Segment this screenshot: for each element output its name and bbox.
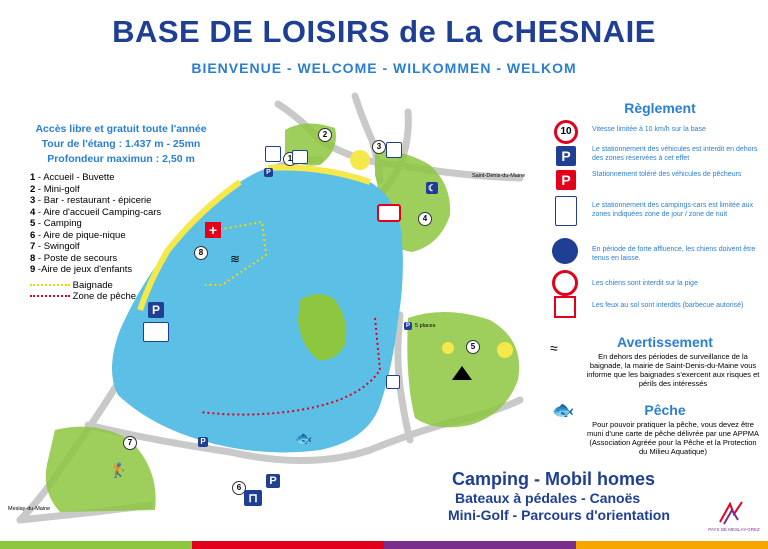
first-aid-icon: + bbox=[205, 222, 221, 238]
camping-car-icon bbox=[555, 196, 577, 226]
parking-fishers-icon: P bbox=[556, 170, 576, 190]
picnic-table-icon: ⊓ bbox=[244, 490, 262, 506]
legend-item: 6 - Aire de pique-nique bbox=[30, 229, 126, 241]
stripe-orange bbox=[576, 541, 768, 549]
road-label-st-denis: Saint-Denis-du-Maine bbox=[472, 173, 526, 179]
swimmer-icon: ≈ bbox=[550, 340, 558, 356]
marker-7: 7 bbox=[123, 436, 137, 450]
legend-item: 3 - Bar - restaurant - épicerie bbox=[30, 195, 152, 206]
activities-line1: Camping - Mobil homes bbox=[452, 469, 656, 489]
camping-car-icon bbox=[143, 322, 169, 342]
marker-5: 5 bbox=[466, 340, 480, 354]
parking-south-icon: P bbox=[198, 437, 208, 447]
stripe-green bbox=[0, 541, 192, 549]
peche-text: Pour pouvoir pratiquer la pêche, vous devez être muni d'une carte de pêche délivrée par une APPMA (Association Agréée pour la Pêche et la Protection du Milieu Aquatique) bbox=[587, 420, 759, 456]
activities-line3: Mini-Golf - Parcours d'orientation bbox=[448, 507, 670, 523]
dog-leash-icon bbox=[552, 238, 578, 264]
no-dogs-beach-icon bbox=[552, 270, 578, 296]
rule-dogs-leash: En période de forte affluence, les chiens doivent être tenus en laisse. bbox=[592, 246, 756, 262]
legend-item: 8 - Poste de secours bbox=[30, 252, 118, 264]
page-title: BASE DE LOISIRS de La CHESNAIE bbox=[112, 14, 656, 49]
parking-small-icon: P bbox=[264, 168, 273, 177]
page-subtitle: BIENVENUE - WELCOME - WILKOMMEN - WELKOM bbox=[191, 60, 577, 76]
stripe-red bbox=[192, 541, 384, 549]
marker-6: 6 bbox=[232, 481, 246, 495]
avertissement-text: En dehors des périodes de surveillance de la baignade, la mairie de Saint-Denis-du-Maine vous informe que les baignades s'exercent aux risques et périls des intéressés bbox=[586, 352, 760, 388]
rule-no-dogs: Les chiens sont interdit sur la pige bbox=[592, 280, 698, 287]
fish-icon: 🐟 bbox=[295, 430, 313, 446]
parking-5-icon: P bbox=[405, 323, 410, 329]
legend-item: 2 - Mini-golf bbox=[30, 183, 80, 195]
reglement-heading: Règlement bbox=[624, 100, 696, 116]
toilets-camping-icon bbox=[386, 375, 400, 389]
stripe-purple bbox=[384, 541, 576, 549]
swimmer-icon: ≋ bbox=[230, 252, 241, 266]
info-access: Accès libre et gratuit toute l'année bbox=[35, 123, 207, 135]
avertissement-heading: Avertissement bbox=[617, 334, 713, 350]
legend-item: 4 - Aire d'accueil Camping-cars bbox=[30, 206, 162, 218]
parking-icon: P bbox=[556, 146, 576, 166]
marker-4: 4 bbox=[418, 212, 432, 226]
marker-8: 8 bbox=[194, 246, 208, 260]
legend-item: 7 - Swingolf bbox=[30, 241, 80, 252]
activities-line2: Bateaux à pédales - Canoës bbox=[455, 490, 641, 506]
legend-peche: Zone de pêche bbox=[30, 291, 190, 303]
fishers-parking-icon bbox=[377, 204, 401, 222]
golfer-icon: 🏌 bbox=[110, 462, 128, 478]
logo-text: PAYS DE MESLAY-GREZ bbox=[708, 527, 760, 532]
marker-2: 2 bbox=[318, 128, 332, 142]
rule-parking: Le stationnement des véhicules est interdit en dehors des zones réservées à cet effet bbox=[592, 146, 758, 162]
legend-item: 1 - Accueil - Buvette bbox=[30, 172, 115, 183]
speed-limit-icon: 10 bbox=[554, 120, 578, 144]
no-fire-icon bbox=[554, 296, 576, 318]
camping-car-day-icon: ☾ bbox=[427, 183, 437, 193]
peche-heading: Pêche bbox=[644, 402, 686, 418]
legend bbox=[30, 172, 190, 303]
rule-fishers: Stationnement toléré des véhicules de pêcheurs bbox=[592, 171, 742, 178]
legend-item: 9 -Aire de jeux d'enfants bbox=[30, 264, 133, 275]
logo-mark bbox=[716, 500, 746, 526]
road-label-meslay: Meslay-du-Maine bbox=[8, 506, 51, 512]
toilets-icon bbox=[265, 146, 281, 162]
marker-1: 1 bbox=[283, 152, 297, 166]
rule-speed: Vitesse limitée à 10 km/h sur la base bbox=[592, 126, 706, 133]
marker-3: 3 bbox=[372, 140, 386, 154]
parking-picnic-icon: P bbox=[266, 474, 280, 488]
cafe-icon bbox=[292, 150, 308, 164]
legend-baignade: Baignade bbox=[30, 280, 190, 292]
fish-icon: 🐟 bbox=[552, 400, 575, 420]
small-parking-label: 5 places bbox=[415, 323, 436, 329]
info-tour: Tour de l'étang : 1.437 m - 25mn bbox=[41, 138, 201, 150]
restaurant-icon bbox=[386, 142, 402, 158]
rule-no-fire: Les feux au sol sont interdits (barbecue autorisé) bbox=[592, 302, 744, 309]
parking-icon: P bbox=[148, 302, 164, 318]
legend-item: 5 - Camping bbox=[30, 218, 82, 229]
info-depth: Profondeur maximun : 2,50 m bbox=[47, 153, 195, 165]
rule-camping-cars: Le stationnement des campings-cars est limitée aux zones indiquées zone de jour / zone de nuit bbox=[592, 202, 754, 218]
